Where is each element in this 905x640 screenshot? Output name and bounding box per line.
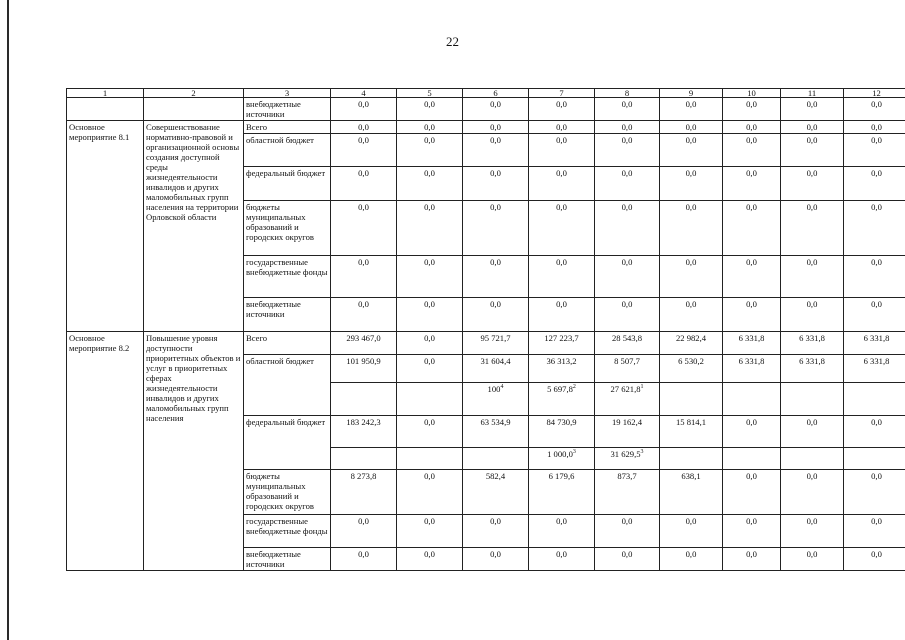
value-cell: 0,0 bbox=[397, 515, 463, 548]
value-cell: 95 721,7 bbox=[463, 332, 529, 355]
cell-empty bbox=[781, 383, 844, 416]
value-cell: 0,0 bbox=[723, 201, 781, 256]
value-cell: 0,0 bbox=[331, 201, 397, 256]
value-cell: 8 507,7 bbox=[595, 355, 660, 383]
value-cell: 0,0 bbox=[331, 298, 397, 332]
value-cell: 0,0 bbox=[660, 98, 723, 121]
value-cell: 0,0 bbox=[844, 201, 905, 256]
value-cell: 0,0 bbox=[397, 355, 463, 383]
value-cell: 0,0 bbox=[844, 121, 905, 134]
value-cell: 0,0 bbox=[463, 515, 529, 548]
value-cell: 0,0 bbox=[723, 167, 781, 201]
value-cell: 0,0 bbox=[529, 167, 595, 201]
column-number-5: 5 bbox=[397, 89, 463, 98]
value-cell: 84 730,9 bbox=[529, 416, 595, 448]
value-cell-footnoted: 31 629,5$^3$ bbox=[595, 448, 660, 470]
value-cell: 19 162,4 bbox=[595, 416, 660, 448]
measure-title: Совершенствование нормативно-правовой и организационной основы создания доступной среды жизнедеятельности инвалидов и других маломобильных групп населения на территории Орловской области bbox=[144, 121, 244, 332]
value-cell: 6 331,8 bbox=[781, 355, 844, 383]
value-cell: 0,0 bbox=[660, 201, 723, 256]
cell-empty bbox=[660, 383, 723, 416]
value-cell: 0,0 bbox=[844, 98, 905, 121]
value-cell: 0,0 bbox=[397, 134, 463, 167]
table-row bbox=[67, 332, 905, 355]
value-cell: 127 223,7 bbox=[529, 332, 595, 355]
value-cell: 582,4 bbox=[463, 470, 529, 515]
value-cell: 0,0 bbox=[844, 134, 905, 167]
measure-name: Основное мероприятие 8.1 bbox=[67, 121, 144, 332]
cell-empty bbox=[660, 448, 723, 470]
funding-source: областной бюджет bbox=[244, 355, 331, 416]
value-cell: 0,0 bbox=[723, 256, 781, 298]
value-cell: 0,0 bbox=[397, 470, 463, 515]
value-cell: 0,0 bbox=[595, 548, 660, 571]
value-cell: 0,0 bbox=[844, 298, 905, 332]
value-cell: 0,0 bbox=[595, 515, 660, 548]
funding-source: государственные внебюджетные фонды bbox=[244, 515, 331, 548]
value-cell: 0,0 bbox=[595, 298, 660, 332]
value-cell: 0,0 bbox=[723, 134, 781, 167]
value-cell: 0,0 bbox=[595, 134, 660, 167]
cell-empty bbox=[781, 448, 844, 470]
value-cell: 0,0 bbox=[397, 256, 463, 298]
value-cell: 0,0 bbox=[331, 98, 397, 121]
funding-source: внебюджетные источники bbox=[244, 298, 331, 332]
funding-source: внебюджетные источники bbox=[244, 98, 331, 121]
funding-source: внебюджетные источники bbox=[244, 548, 331, 571]
value-cell: 0,0 bbox=[844, 548, 905, 571]
value-cell: 0,0 bbox=[660, 548, 723, 571]
value-cell: 0,0 bbox=[781, 201, 844, 256]
cell-empty bbox=[723, 448, 781, 470]
value-cell: 0,0 bbox=[397, 121, 463, 134]
value-cell: 28 543,8 bbox=[595, 332, 660, 355]
value-cell: 0,0 bbox=[529, 298, 595, 332]
value-cell: 0,0 bbox=[781, 470, 844, 515]
funding-source: Всего bbox=[244, 332, 331, 355]
value-cell: 0,0 bbox=[331, 256, 397, 298]
value-cell: 0,0 bbox=[781, 256, 844, 298]
value-cell: 0,0 bbox=[331, 515, 397, 548]
cell-empty bbox=[331, 448, 397, 470]
column-number-11: 11 bbox=[781, 89, 844, 98]
column-number-7: 7 bbox=[529, 89, 595, 98]
value-cell: 0,0 bbox=[723, 298, 781, 332]
value-cell: 0,0 bbox=[397, 416, 463, 448]
funding-source: федеральный бюджет bbox=[244, 416, 331, 470]
value-cell: 0,0 bbox=[781, 98, 844, 121]
value-cell: 0,0 bbox=[397, 201, 463, 256]
page-number: 22 bbox=[446, 34, 459, 49]
value-cell: 36 313,2 bbox=[529, 355, 595, 383]
column-number-6: 6 bbox=[463, 89, 529, 98]
value-cell: 0,0 bbox=[723, 416, 781, 448]
value-cell: 8 273,8 bbox=[331, 470, 397, 515]
cell-empty bbox=[844, 383, 905, 416]
value-cell: 183 242,3 bbox=[331, 416, 397, 448]
cell-empty bbox=[144, 98, 244, 121]
table-row bbox=[67, 121, 905, 134]
value-cell: 0,0 bbox=[844, 470, 905, 515]
value-cell-footnoted: $100^4$ bbox=[463, 383, 529, 416]
column-number-4: 4 bbox=[331, 89, 397, 98]
page-edge-rule bbox=[7, 0, 9, 640]
value-cell: 15 814,1 bbox=[660, 416, 723, 448]
value-cell: 0,0 bbox=[723, 515, 781, 548]
value-cell: 293 467,0 bbox=[331, 332, 397, 355]
value-cell: 0,0 bbox=[844, 416, 905, 448]
value-cell: 101 950,9 bbox=[331, 355, 397, 383]
value-cell: 0,0 bbox=[660, 167, 723, 201]
value-cell: 0,0 bbox=[844, 515, 905, 548]
value-cell-footnoted: 1 000,0$^3$ bbox=[529, 448, 595, 470]
cell-empty bbox=[397, 383, 463, 416]
value-cell: 0,0 bbox=[781, 416, 844, 448]
funding-source: Всего bbox=[244, 121, 331, 134]
value-cell: 0,0 bbox=[595, 98, 660, 121]
column-number-1: 1 bbox=[67, 89, 144, 98]
value-cell: 63 534,9 bbox=[463, 416, 529, 448]
cell-empty bbox=[67, 98, 144, 121]
value-cell: 0,0 bbox=[595, 167, 660, 201]
column-number-3: 3 bbox=[244, 89, 331, 98]
value-cell: 0,0 bbox=[397, 167, 463, 201]
value-cell: 0,0 bbox=[397, 548, 463, 571]
value-cell-footnoted: 5 697,8$^2$ bbox=[529, 383, 595, 416]
value-cell: 0,0 bbox=[463, 298, 529, 332]
value-cell: 0,0 bbox=[781, 121, 844, 134]
cell-empty bbox=[463, 448, 529, 470]
cell-empty bbox=[397, 448, 463, 470]
value-cell: 6 331,8 bbox=[723, 355, 781, 383]
column-number-10: 10 bbox=[723, 89, 781, 98]
value-cell: 0,0 bbox=[331, 548, 397, 571]
value-cell: 0,0 bbox=[463, 134, 529, 167]
value-cell: 0,0 bbox=[723, 548, 781, 571]
value-cell: 0,0 bbox=[331, 167, 397, 201]
cell-empty bbox=[844, 448, 905, 470]
value-cell: 0,0 bbox=[660, 134, 723, 167]
value-cell: 0,0 bbox=[463, 201, 529, 256]
column-number-12: 12 bbox=[844, 89, 905, 98]
column-number-9: 9 bbox=[660, 89, 723, 98]
value-cell: 0,0 bbox=[529, 515, 595, 548]
funding-table bbox=[66, 88, 905, 571]
cell-empty bbox=[723, 383, 781, 416]
value-cell: 873,7 bbox=[595, 470, 660, 515]
funding-source: областной бюджет bbox=[244, 134, 331, 167]
value-cell: 0,0 bbox=[723, 121, 781, 134]
value-cell: 0,0 bbox=[781, 134, 844, 167]
cell-empty bbox=[331, 383, 397, 416]
value-cell: 0,0 bbox=[660, 256, 723, 298]
value-cell-footnoted: 27 621,8$^1$ bbox=[595, 383, 660, 416]
value-cell: 6 530,2 bbox=[660, 355, 723, 383]
value-cell: 0,0 bbox=[529, 256, 595, 298]
value-cell: 0,0 bbox=[463, 98, 529, 121]
measure-name: Основное мероприятие 8.2 bbox=[67, 332, 144, 571]
column-numbers-row bbox=[67, 89, 905, 98]
value-cell: 0,0 bbox=[463, 548, 529, 571]
value-cell: 0,0 bbox=[660, 298, 723, 332]
column-number-8: 8 bbox=[595, 89, 660, 98]
value-cell: 0,0 bbox=[844, 167, 905, 201]
value-cell: 0,0 bbox=[595, 121, 660, 134]
value-cell: 0,0 bbox=[397, 298, 463, 332]
funding-source: бюджеты муниципальных образований и городских округов bbox=[244, 201, 331, 256]
value-cell: 6 331,8 bbox=[844, 332, 905, 355]
value-cell: 0,0 bbox=[781, 515, 844, 548]
column-number-2: 2 bbox=[144, 89, 244, 98]
value-cell: 0,0 bbox=[844, 256, 905, 298]
measure-title: Повышение уровня доступности приоритетных объектов и услуг в приоритетных сферах жизнедеятельности инвалидов и других маломобильных групп населения bbox=[144, 332, 244, 571]
value-cell: 0,0 bbox=[529, 134, 595, 167]
value-cell: 0,0 bbox=[397, 98, 463, 121]
value-cell: 0,0 bbox=[463, 121, 529, 134]
value-cell: 0,0 bbox=[463, 167, 529, 201]
value-cell: 0,0 bbox=[781, 167, 844, 201]
value-cell: 0,0 bbox=[331, 134, 397, 167]
value-cell: 0,0 bbox=[660, 121, 723, 134]
value-cell: 0,0 bbox=[781, 548, 844, 571]
value-cell: 0,0 bbox=[529, 121, 595, 134]
value-cell: 0,0 bbox=[529, 548, 595, 571]
value-cell: 22 982,4 bbox=[660, 332, 723, 355]
value-cell: 638,1 bbox=[660, 470, 723, 515]
value-cell: 0,0 bbox=[331, 121, 397, 134]
value-cell: 31 604,4 bbox=[463, 355, 529, 383]
value-cell: 6 331,8 bbox=[781, 332, 844, 355]
value-cell: 6 331,8 bbox=[723, 332, 781, 355]
value-cell: 6 179,6 bbox=[529, 470, 595, 515]
value-cell: 0,0 bbox=[595, 256, 660, 298]
value-cell: 6 331,8 bbox=[844, 355, 905, 383]
value-cell: 0,0 bbox=[781, 298, 844, 332]
value-cell: 0,0 bbox=[723, 470, 781, 515]
value-cell: 0,0 bbox=[723, 98, 781, 121]
value-cell: 0,0 bbox=[595, 201, 660, 256]
value-cell: 0,0 bbox=[529, 98, 595, 121]
value-cell: 0,0 bbox=[529, 201, 595, 256]
funding-source: бюджеты муниципальных образований и городских округов bbox=[244, 470, 331, 515]
value-cell: 0,0 bbox=[463, 256, 529, 298]
funding-source: государственные внебюджетные фонды bbox=[244, 256, 331, 298]
table-row bbox=[67, 98, 905, 121]
value-cell: 0,0 bbox=[397, 332, 463, 355]
funding-source: федеральный бюджет bbox=[244, 167, 331, 201]
value-cell: 0,0 bbox=[660, 515, 723, 548]
